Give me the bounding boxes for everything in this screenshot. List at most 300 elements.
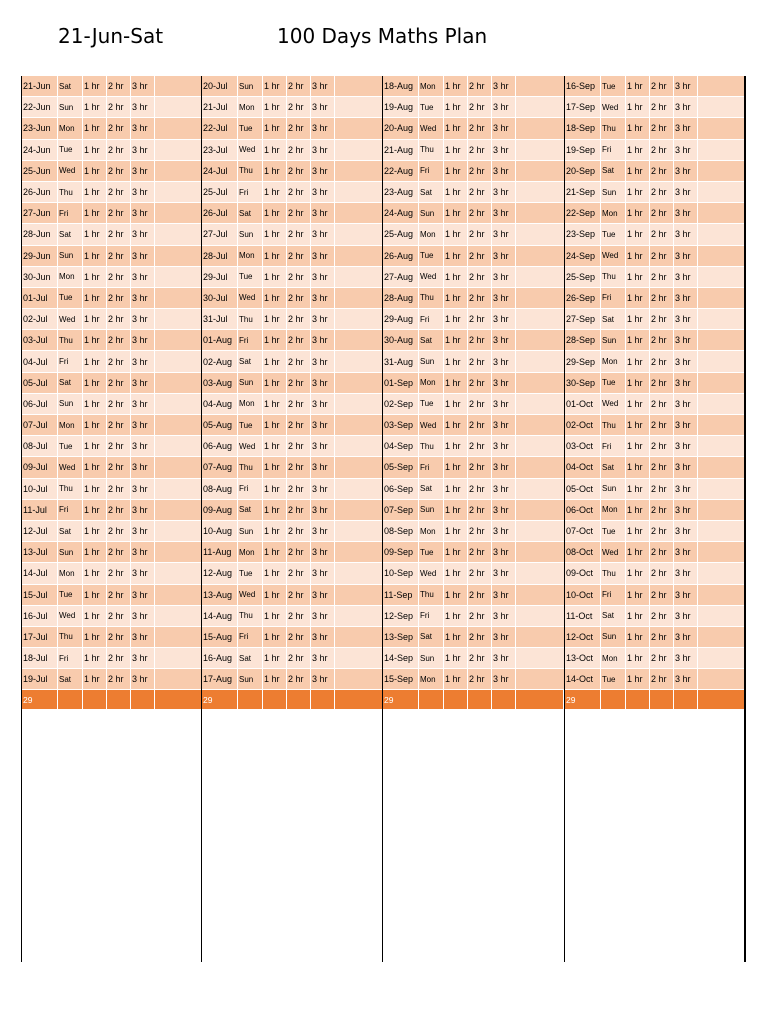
total-count: 29 [565,690,601,709]
date-cell: 12-Aug [202,563,238,583]
empty-cell [335,330,383,350]
empty-cell [516,267,564,287]
empty-cell [335,267,383,287]
hour-cell: 1 hr [263,436,287,456]
table-row [383,436,564,457]
table-row [202,521,383,542]
date-cell: 22-Aug [383,161,419,181]
hour-cell: 2 hr [468,330,492,350]
table-row [565,330,746,351]
table-row [202,373,383,394]
hour-cell: 1 hr [83,97,107,117]
date-cell: 05-Aug [202,415,238,435]
date-cell: 10-Jul [22,479,58,499]
hour-cell: 2 hr [107,669,131,689]
empty-cell [516,330,564,350]
empty-cell [335,246,383,266]
date-cell: 25-Aug [383,224,419,244]
date-cell: 31-Jul [202,309,238,329]
empty-cell [155,669,203,689]
hour-cell: 1 hr [263,309,287,329]
date-cell: 14-Jul [22,563,58,583]
empty-cell [335,161,383,181]
date-cell: 24-Jul [202,161,238,181]
weekday-cell: Wed [419,267,444,287]
date-cell: 13-Aug [202,585,238,605]
empty-cell [516,648,564,668]
hour-cell: 3 hr [492,288,516,308]
empty-cell [155,330,203,350]
table-row [565,585,746,606]
hour-cell: 2 hr [468,373,492,393]
hour-cell: 2 hr [107,415,131,435]
weekday-cell: Wed [601,394,626,414]
hour-cell: 1 hr [626,627,650,647]
empty-cell [516,563,564,583]
date-cell: 29-Jul [202,267,238,287]
table-row [383,76,564,97]
empty-cell [698,648,746,668]
empty-cell [335,309,383,329]
table-row [565,373,746,394]
table-row [383,648,564,669]
hour-cell: 3 hr [492,76,516,96]
weekday-cell: Fri [58,500,83,520]
hour-cell: 2 hr [650,161,674,181]
hour-cell: 1 hr [263,606,287,626]
weekday-cell: Wed [58,457,83,477]
hour-cell: 1 hr [626,161,650,181]
empty-cell [155,76,203,96]
empty-cell [335,627,383,647]
hour-cell: 1 hr [263,563,287,583]
hour-cell: 1 hr [263,76,287,96]
empty-cell [335,373,383,393]
hour-cell: 2 hr [107,457,131,477]
hour-cell: 3 hr [492,224,516,244]
hour-cell: 1 hr [444,500,468,520]
hour-cell: 2 hr [650,203,674,223]
hour-cell: 1 hr [83,457,107,477]
weekday-cell: Mon [238,394,263,414]
hour-cell: 3 hr [492,415,516,435]
hour-cell: 3 hr [492,394,516,414]
hour-cell: 2 hr [287,246,311,266]
hour-cell: 1 hr [444,585,468,605]
weekday-cell: Fri [419,161,444,181]
empty-cell [516,288,564,308]
date-cell: 09-Jul [22,457,58,477]
date-cell: 08-Aug [202,479,238,499]
date-cell: 13-Jul [22,542,58,562]
date-cell: 16-Aug [202,648,238,668]
hour-cell: 3 hr [311,373,335,393]
date-cell: 01-Oct [565,394,601,414]
empty-cell [698,457,746,477]
hour-cell: 1 hr [263,627,287,647]
hour-cell: 1 hr [444,415,468,435]
date-cell: 28-Jun [22,224,58,244]
date-cell: 13-Sep [383,627,419,647]
schedule-column-2 [201,76,382,962]
weekday-cell: Fri [238,182,263,202]
empty-cell [155,97,203,117]
date-cell: 15-Aug [202,627,238,647]
empty-cell [516,394,564,414]
hour-cell: 3 hr [131,267,155,287]
empty-cell [335,563,383,583]
empty-cell [155,479,203,499]
date-cell: 23-Aug [383,182,419,202]
date-cell: 12-Sep [383,606,419,626]
hour-cell: 2 hr [287,521,311,541]
hour-cell: 1 hr [83,373,107,393]
hour-cell: 1 hr [626,267,650,287]
hour-cell: 3 hr [674,373,698,393]
date-cell: 25-Jun [22,161,58,181]
hour-cell: 2 hr [287,97,311,117]
hour-cell: 3 hr [311,118,335,138]
hour-cell: 1 hr [626,182,650,202]
weekday-cell: Thu [601,415,626,435]
hour-cell: 1 hr [626,669,650,689]
hour-cell: 3 hr [131,182,155,202]
weekday-cell: Sun [58,542,83,562]
table-row [202,203,383,224]
date-cell: 11-Jul [22,500,58,520]
weekday-cell: Mon [238,246,263,266]
date-cell: 16-Jul [22,606,58,626]
weekday-cell: Wed [58,161,83,181]
empty-cell [516,118,564,138]
hour-cell: 2 hr [468,203,492,223]
table-row [22,182,203,203]
hour-cell: 1 hr [263,669,287,689]
hour-cell: 2 hr [287,351,311,371]
hour-cell: 1 hr [83,415,107,435]
date-cell: 09-Aug [202,500,238,520]
weekday-cell: Sun [419,500,444,520]
hour-cell: 2 hr [650,288,674,308]
hour-cell: 2 hr [650,669,674,689]
weekday-cell: Tue [419,542,444,562]
hour-cell: 1 hr [83,140,107,160]
hour-cell: 1 hr [626,606,650,626]
empty-cell [698,309,746,329]
table-row [565,76,746,97]
weekday-cell: Thu [238,161,263,181]
empty-cell [335,394,383,414]
weekday-cell: Sat [601,457,626,477]
hour-cell: 1 hr [626,542,650,562]
table-row [383,669,564,690]
weekday-cell: Sun [601,479,626,499]
table-row [202,415,383,436]
weekday-cell: Mon [601,203,626,223]
empty-cell [516,203,564,223]
hour-cell: 1 hr [444,161,468,181]
hour-cell: 2 hr [650,542,674,562]
weekday-cell: Wed [58,606,83,626]
hour-cell: 3 hr [131,415,155,435]
weekday-cell: Mon [601,648,626,668]
total-empty-cell [263,690,287,709]
date-cell: 20-Jul [202,76,238,96]
empty-cell [698,415,746,435]
table-row [383,246,564,267]
date-cell: 07-Jul [22,415,58,435]
weekday-cell: Wed [601,542,626,562]
date-cell: 30-Aug [383,330,419,350]
weekday-cell: Fri [419,606,444,626]
date-cell: 01-Sep [383,373,419,393]
hour-cell: 1 hr [263,542,287,562]
hour-cell: 1 hr [444,394,468,414]
hour-cell: 1 hr [444,373,468,393]
hour-cell: 2 hr [107,351,131,371]
date-cell: 18-Sep [565,118,601,138]
hour-cell: 1 hr [83,606,107,626]
hour-cell: 1 hr [83,479,107,499]
empty-cell [698,118,746,138]
hour-cell: 1 hr [83,182,107,202]
empty-cell [335,648,383,668]
hour-cell: 3 hr [311,76,335,96]
hour-cell: 3 hr [492,118,516,138]
total-empty-cell [650,690,674,709]
hour-cell: 1 hr [626,436,650,456]
weekday-cell: Mon [238,542,263,562]
table-row [565,436,746,457]
table-row [22,457,203,478]
hour-cell: 3 hr [311,330,335,350]
date-cell: 03-Oct [565,436,601,456]
weekday-cell: Mon [419,669,444,689]
table-row [565,161,746,182]
empty-cell [698,76,746,96]
date-cell: 18-Aug [383,76,419,96]
table-row [22,648,203,669]
empty-cell [698,436,746,456]
hour-cell: 2 hr [287,373,311,393]
hour-cell: 3 hr [311,542,335,562]
hour-cell: 2 hr [287,161,311,181]
hour-cell: 1 hr [626,203,650,223]
date-cell: 11-Aug [202,542,238,562]
hour-cell: 2 hr [468,457,492,477]
hour-cell: 2 hr [468,479,492,499]
hour-cell: 3 hr [311,500,335,520]
hour-cell: 3 hr [492,542,516,562]
weekday-cell: Sun [601,182,626,202]
empty-cell [698,606,746,626]
empty-cell [155,161,203,181]
table-row [202,161,383,182]
total-empty-cell [601,690,626,709]
empty-cell [155,500,203,520]
hour-cell: 2 hr [107,246,131,266]
hour-cell: 3 hr [131,627,155,647]
empty-cell [698,140,746,160]
weekday-cell: Sun [601,330,626,350]
date-cell: 17-Aug [202,669,238,689]
weekday-cell: Sat [58,76,83,96]
date-cell: 14-Sep [383,648,419,668]
weekday-cell: Thu [58,627,83,647]
date-cell: 24-Jun [22,140,58,160]
hour-cell: 1 hr [444,246,468,266]
weekday-cell: Sat [58,224,83,244]
empty-cell [155,203,203,223]
table-row [22,140,203,161]
hour-cell: 2 hr [287,627,311,647]
date-cell: 08-Jul [22,436,58,456]
hour-cell: 1 hr [263,394,287,414]
weekday-cell: Mon [58,563,83,583]
empty-cell [155,627,203,647]
schedule-column-1 [21,76,202,962]
hour-cell: 3 hr [311,351,335,371]
hour-cell: 1 hr [626,76,650,96]
table-row [202,606,383,627]
empty-cell [698,500,746,520]
date-cell: 24-Sep [565,246,601,266]
hour-cell: 3 hr [311,309,335,329]
empty-cell [516,140,564,160]
weekday-cell: Mon [419,521,444,541]
weekday-cell: Thu [238,606,263,626]
weekday-cell: Thu [238,309,263,329]
date-cell: 30-Jul [202,288,238,308]
hour-cell: 3 hr [674,224,698,244]
weekday-cell: Fri [238,627,263,647]
hour-cell: 2 hr [468,118,492,138]
hour-cell: 3 hr [131,500,155,520]
hour-cell: 2 hr [287,224,311,244]
total-empty-cell [674,690,698,709]
empty-cell [698,267,746,287]
weekday-cell: Mon [58,118,83,138]
hour-cell: 1 hr [444,669,468,689]
weekday-cell: Tue [58,288,83,308]
table-row [202,669,383,690]
hour-cell: 2 hr [287,330,311,350]
empty-cell [155,267,203,287]
weekday-cell: Sun [238,224,263,244]
hour-cell: 2 hr [287,669,311,689]
hour-cell: 1 hr [626,140,650,160]
hour-cell: 2 hr [287,394,311,414]
table-row [565,415,746,436]
hour-cell: 2 hr [287,267,311,287]
hour-cell: 2 hr [650,627,674,647]
hour-cell: 3 hr [674,585,698,605]
hour-cell: 2 hr [468,436,492,456]
date-cell: 03-Aug [202,373,238,393]
date-cell: 23-Sep [565,224,601,244]
hour-cell: 2 hr [650,309,674,329]
hour-cell: 3 hr [492,436,516,456]
hour-cell: 3 hr [674,627,698,647]
empty-cell [335,288,383,308]
hour-cell: 3 hr [492,246,516,266]
date-cell: 16-Sep [565,76,601,96]
hour-cell: 1 hr [263,288,287,308]
date-cell: 02-Aug [202,351,238,371]
hour-cell: 3 hr [492,457,516,477]
weekday-cell: Wed [419,415,444,435]
weekday-cell: Wed [419,118,444,138]
total-row [383,690,564,710]
empty-cell [698,182,746,202]
hour-cell: 1 hr [444,288,468,308]
table-row [383,330,564,351]
hour-cell: 2 hr [468,648,492,668]
empty-cell [335,669,383,689]
table-row [565,479,746,500]
hour-cell: 3 hr [674,457,698,477]
date-cell: 15-Jul [22,585,58,605]
hour-cell: 2 hr [468,140,492,160]
table-row [383,288,564,309]
date-cell: 14-Aug [202,606,238,626]
hour-cell: 2 hr [650,563,674,583]
date-cell: 27-Sep [565,309,601,329]
hour-cell: 3 hr [311,669,335,689]
empty-cell [335,97,383,117]
table-row [383,415,564,436]
table-row [383,373,564,394]
date-cell: 17-Sep [565,97,601,117]
hour-cell: 2 hr [107,500,131,520]
hour-cell: 1 hr [263,373,287,393]
hour-cell: 1 hr [263,224,287,244]
table-row [202,97,383,118]
empty-cell [335,203,383,223]
hour-cell: 3 hr [131,118,155,138]
weekday-cell: Tue [419,97,444,117]
hour-cell: 2 hr [650,585,674,605]
hour-cell: 2 hr [468,669,492,689]
weekday-cell: Wed [238,585,263,605]
date-cell: 02-Jul [22,309,58,329]
table-row [22,246,203,267]
hour-cell: 2 hr [468,627,492,647]
weekday-cell: Fri [601,585,626,605]
empty-cell [698,521,746,541]
date-cell: 26-Sep [565,288,601,308]
hour-cell: 1 hr [263,182,287,202]
hour-cell: 3 hr [131,140,155,160]
date-cell: 22-Jun [22,97,58,117]
table-row [565,648,746,669]
empty-cell [155,457,203,477]
date-cell: 21-Aug [383,140,419,160]
weekday-cell: Fri [419,457,444,477]
weekday-cell: Sat [58,373,83,393]
total-count: 29 [22,690,58,709]
hour-cell: 2 hr [287,542,311,562]
empty-cell [698,542,746,562]
weekday-cell: Sun [238,669,263,689]
weekday-cell: Wed [238,140,263,160]
empty-cell [155,373,203,393]
hour-cell: 2 hr [287,118,311,138]
table-row [202,288,383,309]
table-row [202,585,383,606]
table-row [22,542,203,563]
table-row [383,394,564,415]
